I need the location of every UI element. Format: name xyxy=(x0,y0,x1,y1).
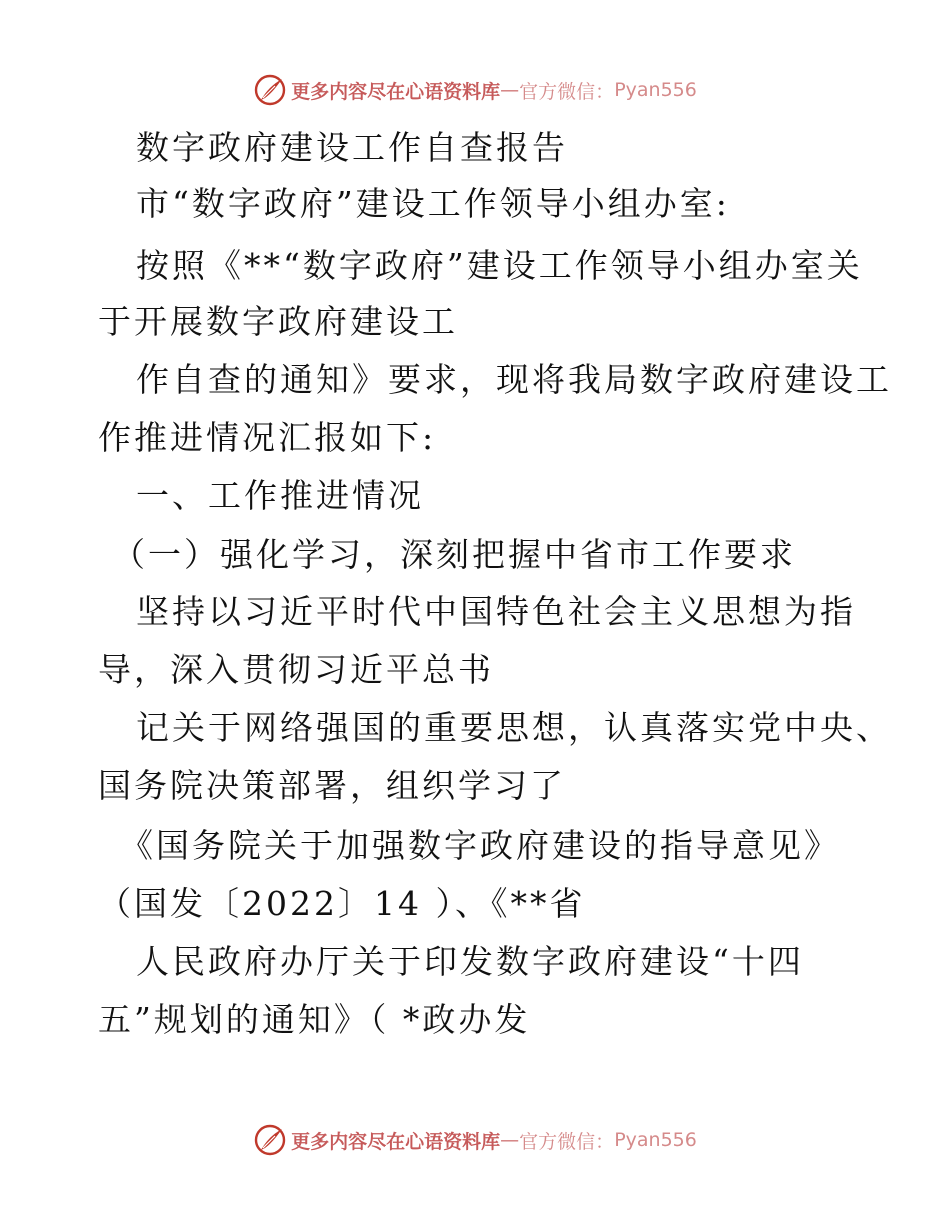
feather-logo-icon xyxy=(253,1123,287,1157)
doc-paragraph-line: 作自查的通知》要求，现将我局数字政府建设工 xyxy=(136,360,892,399)
doc-paragraph-line: 记关于网络强国的重要思想，认真落实党中央、 xyxy=(136,708,892,747)
doc-paragraph-line: 按照《**“数字政府”建设工作领导小组办室关 xyxy=(136,246,863,285)
banner-brand-text: 更多内容尽在心语资料库 xyxy=(291,80,501,103)
doc-title: 数字政府建设工作自查报告 xyxy=(136,128,568,167)
doc-paragraph-line: 于开展数字政府建设工 xyxy=(98,302,458,341)
doc-subsection-heading: （一）强化学习，深刻把握中省市工作要求 xyxy=(112,535,796,574)
doc-paragraph-line: 国务院决策部署，组织学习了 xyxy=(98,766,566,805)
footer-watermark-banner xyxy=(0,1120,950,1160)
banner-dash: — xyxy=(500,79,520,101)
banner-dash: — xyxy=(500,1129,520,1151)
banner-wechat-label: 官方微信： xyxy=(519,1130,615,1153)
doc-addressee: 市“数字政府”建设工作领导小组办室: xyxy=(136,184,730,223)
header-watermark-banner xyxy=(0,70,950,110)
banner-wechat-label: 官方微信： xyxy=(519,80,615,103)
doc-section-heading: 一、工作推进情况 xyxy=(136,476,424,515)
doc-paragraph-line: 《国务院关于加强数字政府建设的指导意见》 xyxy=(120,826,840,865)
banner-wechat-id: Pyan556 xyxy=(614,1129,697,1151)
banner-brand-text: 更多内容尽在心语资料库 xyxy=(291,1130,501,1153)
doc-paragraph-line: （国发〔2022〕14 ）、《**省 xyxy=(98,884,586,923)
banner-wechat-id: Pyan556 xyxy=(614,79,697,101)
doc-paragraph-line: 作推进情况汇报如下: xyxy=(98,418,437,457)
doc-paragraph-line: 坚持以习近平时代中国特色社会主义思想为指 xyxy=(136,592,856,631)
feather-logo-icon xyxy=(253,73,287,107)
doc-paragraph-line: 导，深入贯彻习近平总书 xyxy=(98,650,494,689)
doc-paragraph-line: 人民政府办厅关于印发数字政府建设“十四 xyxy=(136,942,804,981)
doc-paragraph-line: 五”规划的通知》（ *政办发 xyxy=(98,1000,531,1039)
